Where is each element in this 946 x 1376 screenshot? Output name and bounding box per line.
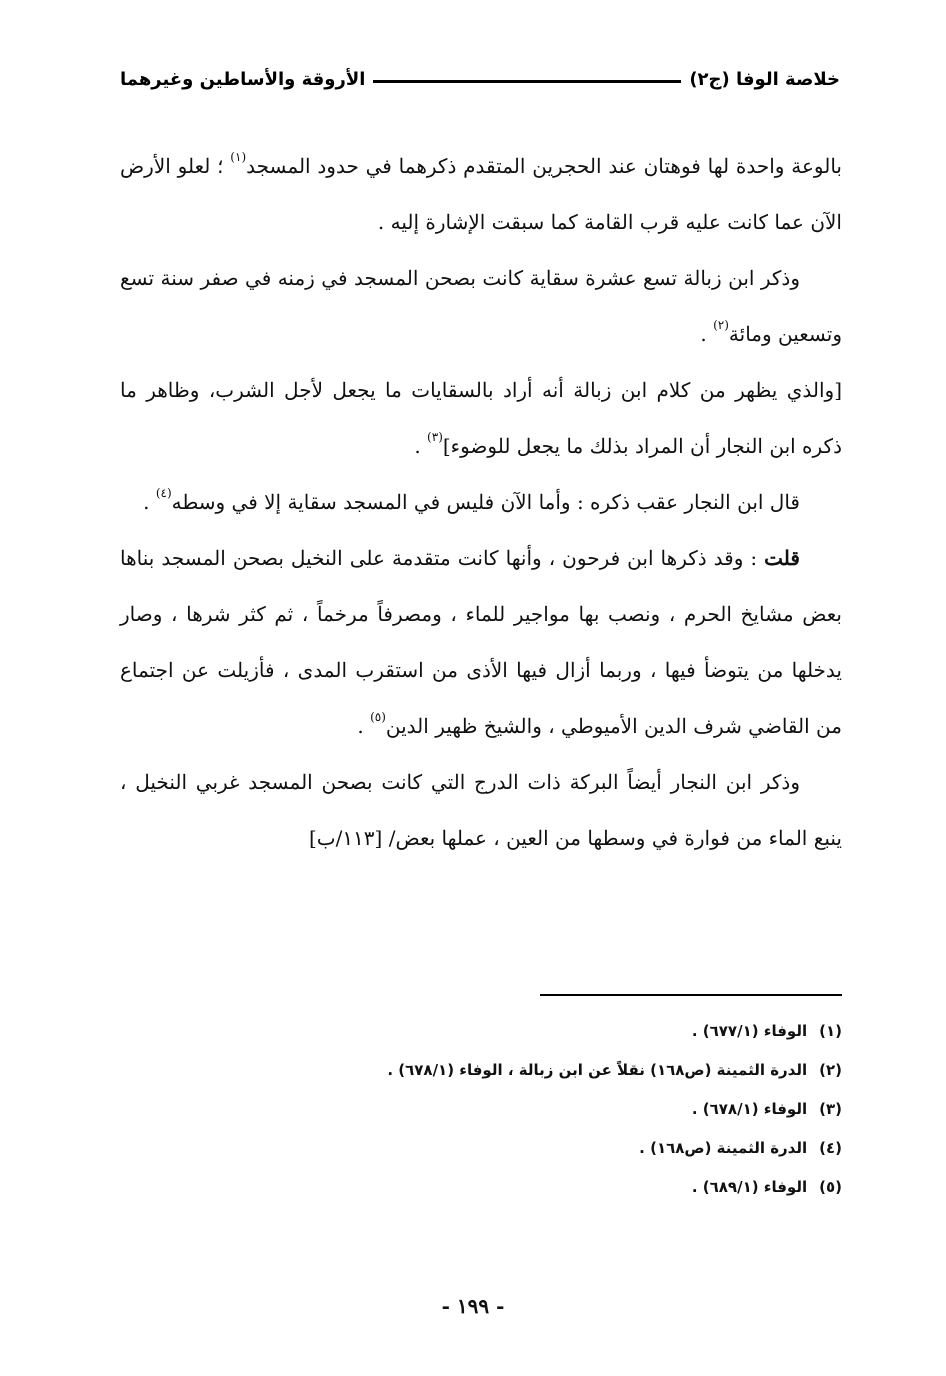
footnote-number: (٥) [819,1178,842,1196]
paragraph-text: . [357,714,371,738]
paragraph-text: ؛ لعلو الأرض الآن عما كانت عليه قرب القامة كما سبقت الإشارة إليه . [120,154,842,234]
footnote-4 [300,1129,842,1168]
paragraph-text: . [143,490,156,514]
book-title: خلاصة الوفا (ج٢) [689,68,840,90]
footnote-marker-4[interactable]: (٤) [155,486,172,500]
footnote-text: الدرة الثمينة (ص١٦٨) نقلاً عن ابن زبالة ، الوفاء (٦٧٨/١) . [387,1061,808,1079]
footnote-number: (٢) [819,1061,842,1079]
paragraph-1 [120,138,842,250]
paragraph-text: [والذي يظهر من كلام ابن زبالة أنه أراد بالسقايات ما يجعل لأجل الشرب، وظاهر ما ذكره ابن النجار أن المراد بذلك ما يجعل للوضوء] [120,378,842,458]
section-title: الأروقة والأساطين وغيرهما [120,68,366,90]
footnote-number: (١) [819,1022,842,1040]
bold-lead-word: قلت [764,546,800,570]
footnote-text: الوفاء (٦٧٧/١) . [691,1022,808,1040]
footnotes [300,1012,842,1207]
footnote-marker-2[interactable]: (٢) [713,318,729,332]
paragraph-text: : وقد ذكرها ابن فرحون ، وأنها كانت متقدمة على النخيل بصحن المسجد بناها بعض مشايخ الحرم ، ونصب بها مواجير للماء ، ومصرفاً مرخماً ، ثم كثر شرها ، وصار يدخلها من يتوضأ فيها ، وربما أزال فيها الأذى من استقرب المدى ، فأزيلت عن اجتماع من القاضي شرف الدين الأميوطي ، والشيخ ظهير الدين [120,546,842,738]
footnote-2 [300,1051,842,1090]
paragraph-text: . [700,322,714,346]
main-text [120,138,842,866]
header-rule [373,80,681,83]
footnote-text: الدرة الثمينة (ص١٦٨) . [639,1139,808,1157]
paragraph-text: بالوعة واحدة لها فوهتان عند الحجرين المتقدم ذكرهما في حدود المسجد [246,154,842,178]
footnote-3 [300,1090,842,1129]
footnote-5 [300,1168,842,1207]
footnote-marker-1[interactable]: (١) [230,150,247,164]
paragraph-text: . [414,434,428,458]
paragraph-4 [120,474,842,530]
paragraph-3 [120,362,842,474]
paragraph-2 [120,250,842,362]
paragraph-6 [120,754,842,866]
paragraph-text: وذكر ابن النجار أيضاً البركة ذات الدرج التي كانت بصحن المسجد غربي النخيل ، ينبع الماء من فوارة في وسطها من العين ، عملها بعض/ [١١٣/ب] [120,770,842,850]
footnote-1 [300,1012,842,1051]
paragraph-text: وذكر ابن زبالة تسع عشرة سقاية كانت بصحن المسجد في زمنه في صفر سنة تسع وتسعين ومائة [120,266,842,346]
paragraph-5 [120,530,842,754]
footnote-text: الوفاء (٦٧٨/١) . [691,1100,808,1118]
paragraph-text: قال ابن النجار عقب ذكره : وأما الآن فليس في المسجد سقاية إلا في وسطه [171,490,800,514]
footnote-separator [540,994,842,996]
footnote-marker-5[interactable]: (٥) [370,710,386,724]
running-header [120,62,840,96]
footnote-marker-3[interactable]: (٣) [427,430,443,444]
footnote-number: (٣) [819,1100,842,1118]
footnote-number: (٤) [819,1139,842,1157]
footnote-text: الوفاء (٦٨٩/١) . [691,1178,808,1196]
page-number: - ١٩٩ - [441,1294,505,1318]
